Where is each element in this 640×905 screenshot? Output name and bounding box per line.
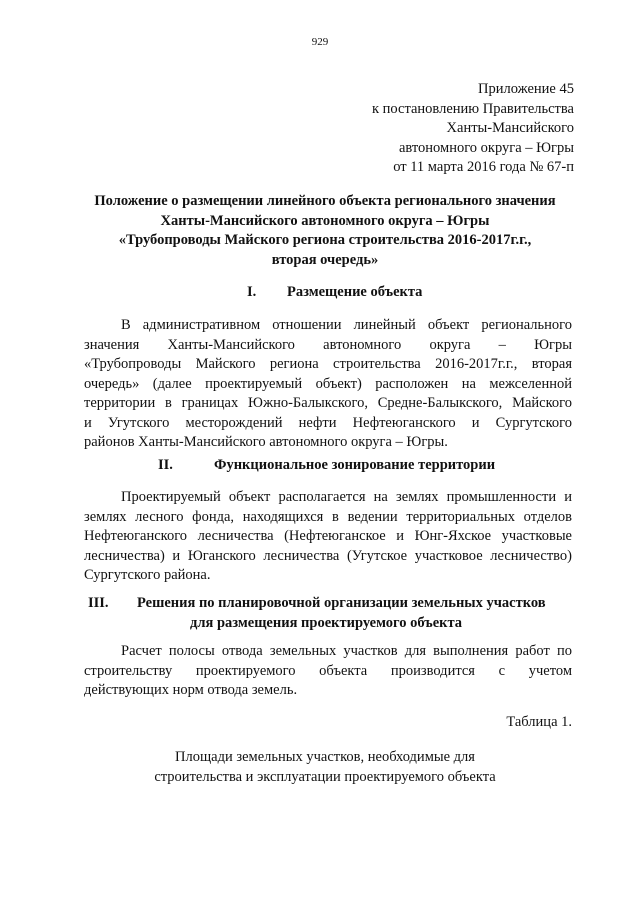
section-1-title: Размещение объекта — [287, 284, 423, 300]
title-line: Ханты-Мансийского автономного округа – Югры — [160, 212, 490, 229]
title-line: «Трубопроводы Майского региона строительства 2016-2017г.г., — [118, 232, 532, 248]
paragraph-line: действующих норм отвода земель. — [84, 682, 298, 698]
table-caption — [80, 747, 570, 787]
title-line: вторая очередь» — [271, 251, 379, 268]
paragraph-line: В административном отношении линейный объект регионального — [121, 317, 572, 333]
appendix-line: Ханты-Мансийского — [446, 120, 574, 136]
caption-line: строительства и эксплуатации проектируемого объекта — [154, 769, 496, 785]
section-3-title-line: для размещения проектируемого объекта — [190, 614, 463, 631]
paragraph-line: очередь» (далее проектируемый объект) расположен на межселенной — [84, 375, 572, 392]
caption-line: Площади земельных участков, необходимые для — [175, 749, 475, 765]
section-3-number: III. — [88, 595, 109, 611]
paragraph-line: значения Ханты-Мансийского автономного округа – Югры — [84, 336, 572, 353]
section-2-title: Функциональное зонирование территории — [214, 457, 496, 473]
section-3-title-line: Решения по планировочной организации земельных участков — [137, 595, 546, 611]
paragraph-line: Расчет полосы отвода земельных участков для выполнения работ по — [121, 643, 572, 659]
appendix-reference — [372, 80, 574, 178]
paragraph-line: «Трубопроводы Майского региона строительства 2016-2017г.г., вторая — [84, 356, 572, 372]
section-1-number: I. — [247, 284, 257, 300]
section-1-paragraph — [84, 316, 572, 453]
paragraph-line: Проектируемый объект располагается на землях промышленности и — [121, 489, 572, 505]
paragraph-line: территории в границах Южно-Балыкского, Средне-Балыкского, Майского — [84, 395, 572, 411]
document-title — [80, 192, 570, 270]
appendix-line: Приложение 45 — [478, 81, 574, 97]
table-label: Таблица 1. — [506, 714, 572, 730]
appendix-line: к постановлению Правительства — [372, 100, 574, 117]
section-2-number: II. — [158, 457, 173, 473]
page-number: 929 — [311, 36, 329, 48]
section-3-heading — [88, 594, 573, 634]
paragraph-line: лесничества) и Юганского лесничества (Угутское участковое лесничество) — [84, 547, 572, 564]
section-2-paragraph — [84, 488, 572, 586]
paragraph-line: строительству проектируемого объекта производится с учетом — [84, 662, 572, 679]
title-line: Положение о размещении линейного объекта регионального значения — [94, 193, 556, 209]
appendix-line: от 11 марта 2016 года № 67-п — [393, 159, 574, 175]
paragraph-line: и Угутского месторождений нефти Нефтеюганского и Сургутского — [84, 414, 572, 431]
section-3-paragraph — [84, 642, 572, 701]
paragraph-line: землях лесного фонда, находящихся в ведении территориальных отделов — [84, 508, 572, 525]
paragraph-line: Нефтеюганского лесничества (Нефтеюганское и Юнг-Яхское участковые — [84, 528, 572, 544]
paragraph-line: Сургутского района. — [84, 567, 211, 583]
appendix-line: автономного округа – Югры — [398, 139, 574, 156]
paragraph-line: районов Ханты-Мансийского автономного округа – Югры. — [84, 434, 448, 450]
